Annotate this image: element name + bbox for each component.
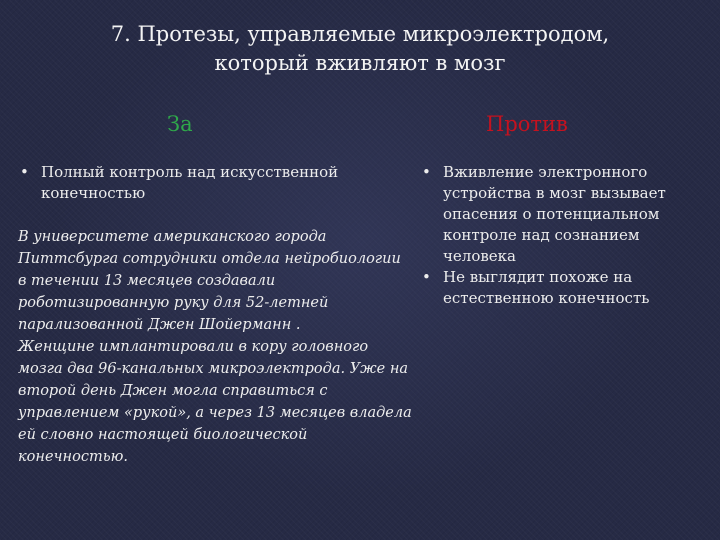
bullet-icon: •: [20, 163, 29, 181]
bullet-icon: •: [422, 163, 431, 181]
con-bullet-list: [420, 162, 705, 309]
pro-bullet-text: Полный контроль над искусственной конечностью: [41, 163, 339, 202]
story-line: в течении 13 месяцев создавали: [18, 273, 276, 289]
slide-title: [100, 20, 620, 78]
story-line: мозга два 96-канальных микроэлектрода. Уже на: [18, 361, 409, 377]
story-line: конечностью.: [18, 449, 128, 465]
pro-heading: За: [167, 112, 193, 136]
con-bullet-text: Не выглядит похоже на естественною конечность: [443, 268, 650, 307]
story-line: второй день Джен могла справиться с: [18, 383, 328, 399]
slide-title-line-2: который вживляют в мозг: [214, 51, 506, 75]
pro-bullet-list: [18, 162, 393, 204]
bullet-icon: •: [422, 268, 431, 286]
story-line: парализованной Джен Шойерманн .: [18, 317, 301, 333]
con-bullet-item: [420, 162, 705, 267]
story-line: Женщине имплантировали в кору головного: [18, 339, 369, 355]
slide-title-line-1: 7. Протезы, управляемые микроэлектродом,: [110, 22, 610, 46]
pro-story-paragraph: [18, 226, 413, 468]
story-line: роботизированную руку для 52-летней: [18, 295, 329, 311]
con-bullet-item: [420, 267, 705, 309]
con-bullet-text: Вживление электронного устройства в мозг вызывает опасения о потенциальном контроле над сознанием человека: [443, 163, 666, 265]
story-line: В университете американского города: [18, 229, 327, 245]
con-heading: Против: [486, 112, 568, 136]
story-line: Питтсбурга сотрудники отдела нейробиологии: [18, 251, 401, 267]
story-line: управлением «рукой», а через 13 месяцев владела: [18, 405, 412, 421]
pro-bullet-item: [18, 162, 393, 204]
story-line: ей словно настоящей биологической: [18, 427, 308, 443]
